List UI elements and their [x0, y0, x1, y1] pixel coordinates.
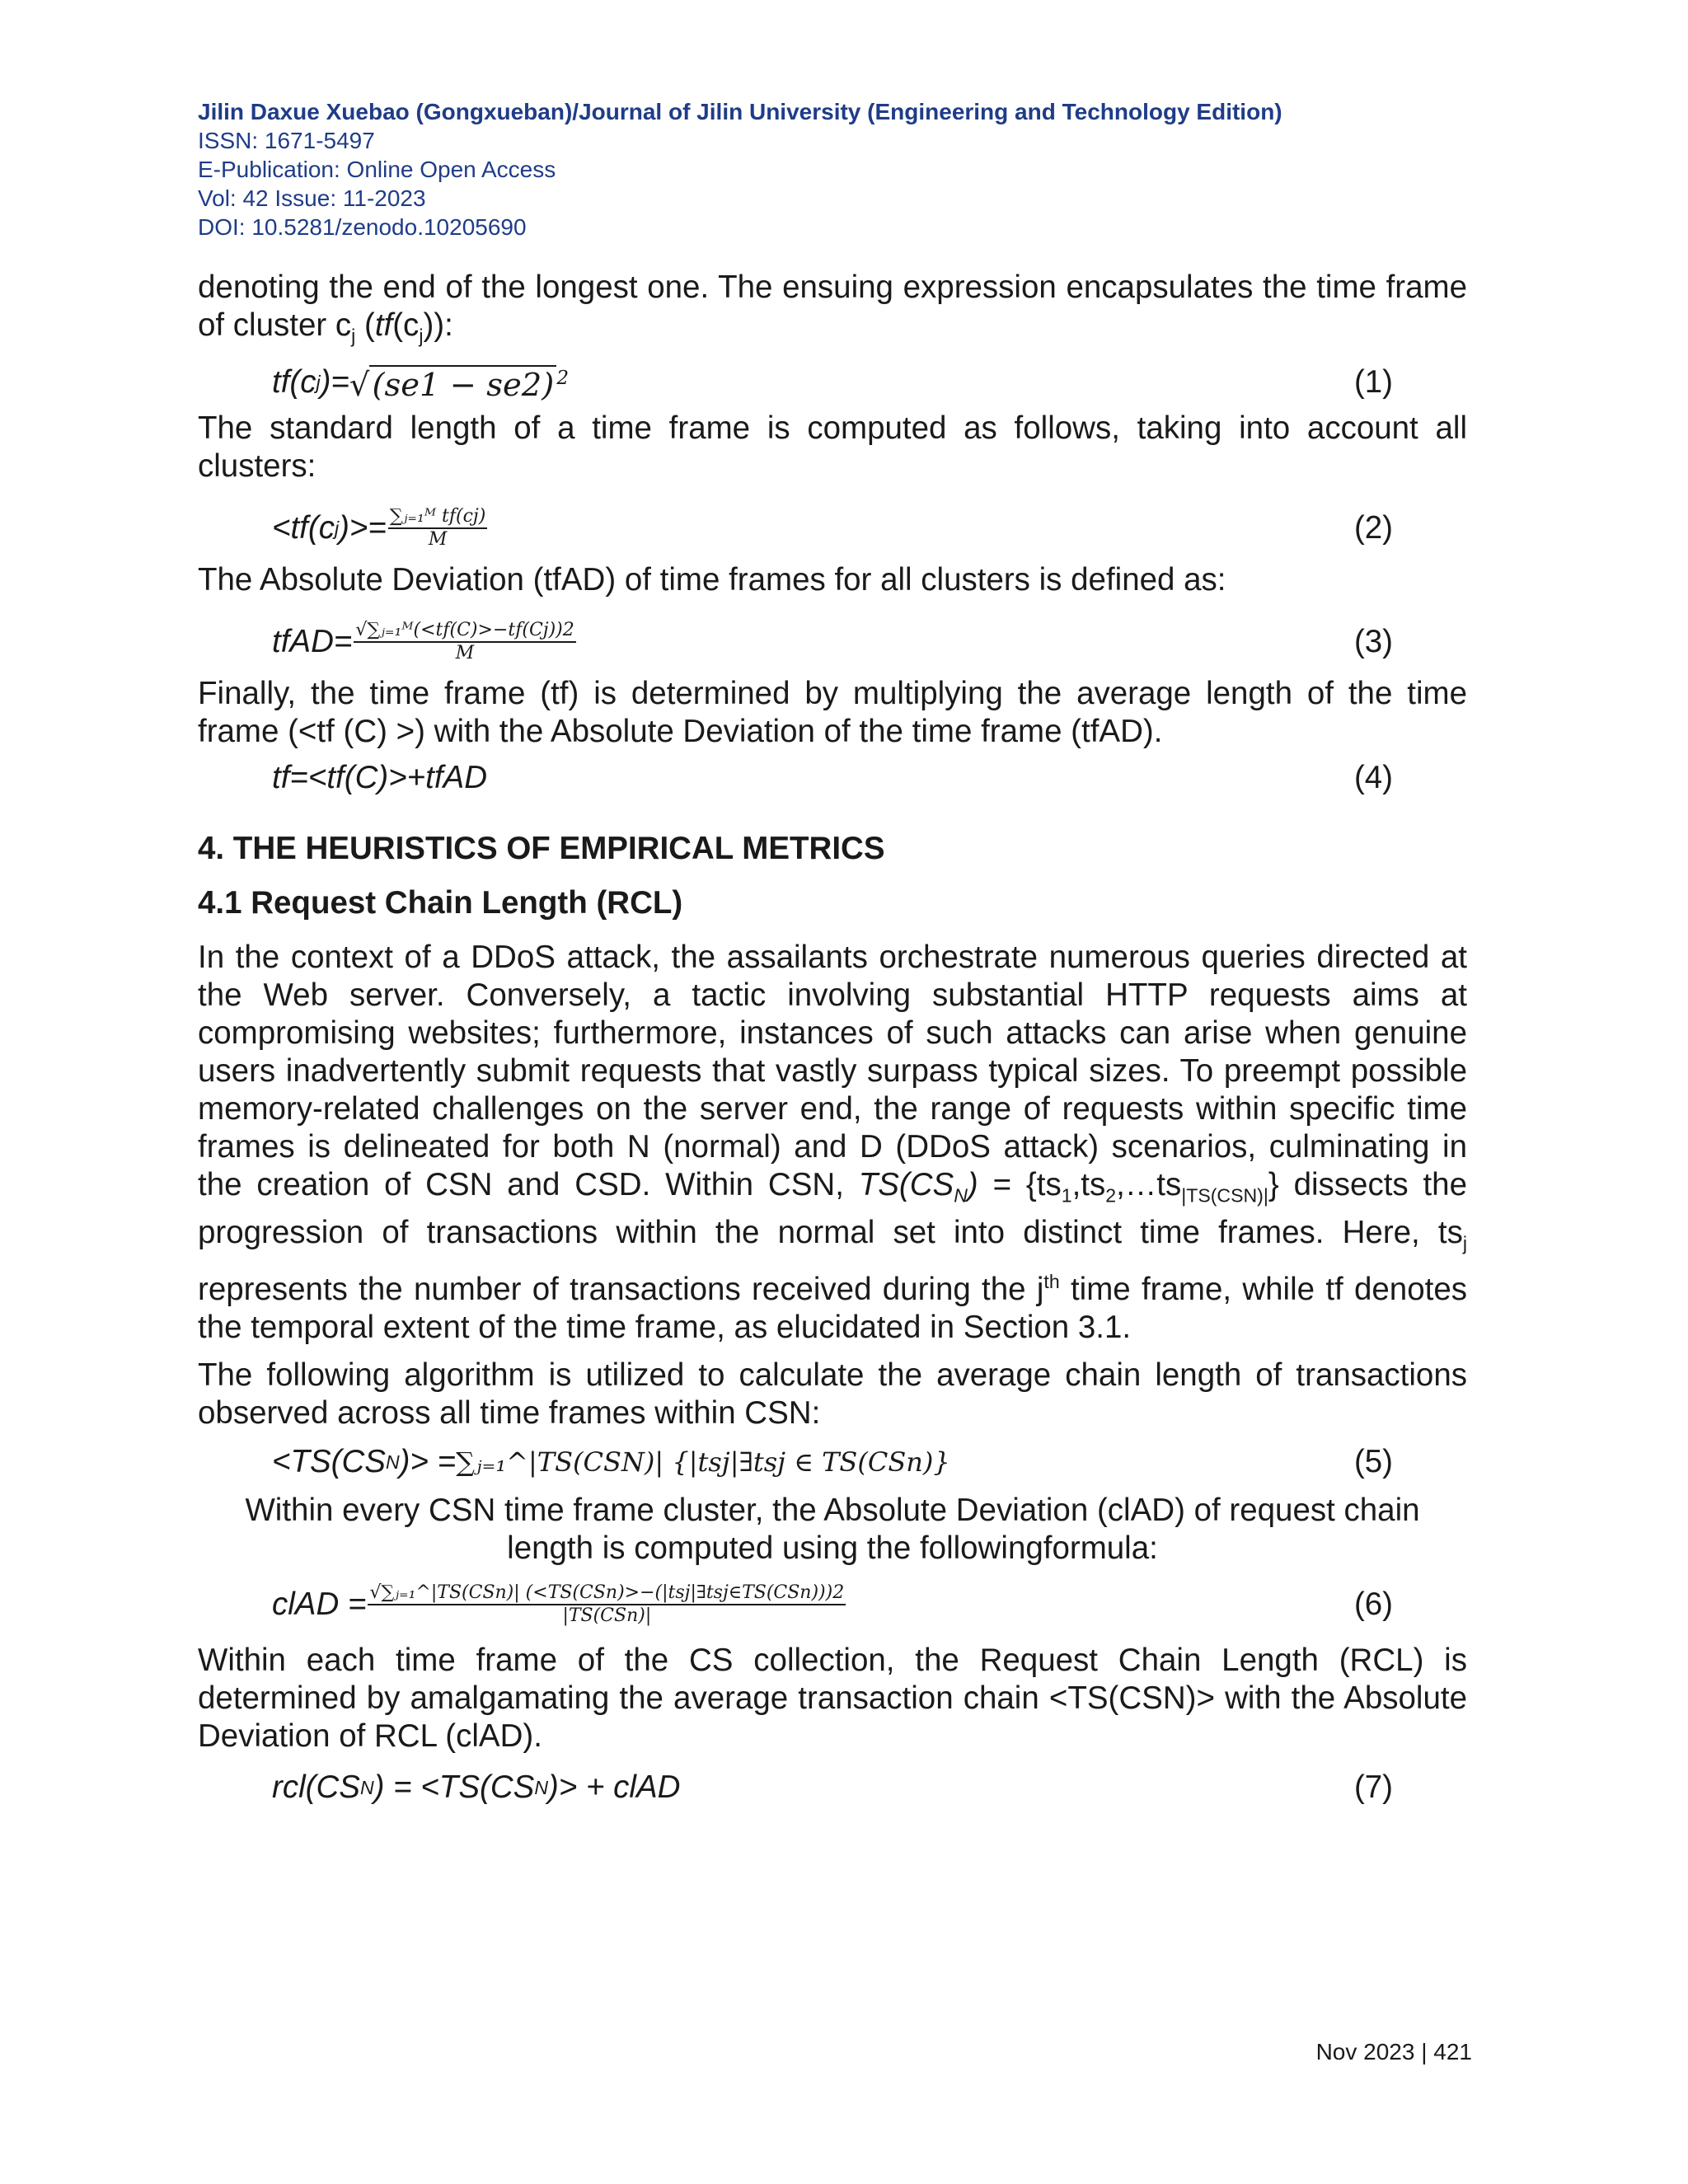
- equation-5: <TS(CS N )> = ∑ⱼ₌₁^|TS(CSN)| {|tsj|∃tsj ∈ TS(CSn)} (5): [272, 1443, 1393, 1479]
- paragraph-algorithm: The following algorithm is utilized to calculate the average chain length of transactions observed across all time frames within CSN:: [198, 1357, 1467, 1431]
- issn: ISSN: 1671-5497: [198, 128, 375, 153]
- journal-header: [198, 97, 1282, 241]
- paragraph-time-frame: Finally, the time frame (tf) is determined by multiplying the average length of the time frame (<tf (C) >) with the Absolute Deviation of the time frame (tfAD).: [198, 675, 1467, 749]
- doi: DOI: 10.5281/zenodo.10205690: [198, 214, 527, 240]
- equation-2: <tf(c j )>= $\frac{\text{∑ⱼ₌₁ᴹ tf(cj)}}{M}$ (2): [272, 505, 1393, 550]
- paragraph-rcl: Within each time frame of the CS collection, the Request Chain Length (RCL) is determined by amalgamating the average transaction chain <TS(CSN)> with the Absolute Deviation of RCL (clAD).: [198, 1642, 1467, 1754]
- equation-number: (3): [1353, 623, 1393, 659]
- paragraph-ddos-context: In the context of a DDoS attack, the assailants orchestrate numerous queries directed at the Web server. Conversely, a tactic involving substantial HTTP requests aims at compromising websites; furthermore, instances of such attacks can arise when genuine users inadvertently submit requests that vastly surpass typical sizes. To preempt possible memory-related challenges on the server end, the range of requests within specific time frames is delineated for both N (normal) and D (DDoS attack) scenarios, culminating in the creation of CSN and CSD. Within CSN, $TS(CS_N)$ = $\{ts_1,ts_2,\dots ts_{|TS(CSN)|}\}$ dissects the progression of transactions within the normal set into distinct time frames. Here, $ts_j$ represents the number of transactions received during the $j^{th}$ time frame, while tf denotes the temporal extent of the time frame, as elucidated in Section 3.1.: [198, 939, 1467, 1345]
- equation-6: clAD = $\frac{\text{√∑ⱼ₌₁\textasciicircum{}|TS(CSn)| (<TS(CSn)>−(|tsj|∃tsj∈TS(CSn)))2}}{\text{|TS(CSn)|}}$ (6): [272, 1582, 1393, 1626]
- paragraph-intro: denoting the end of the longest one. The ensuing expression encapsulates the time frame of cluster $c_j$ $(tf(c_j))$:: [198, 269, 1467, 347]
- paragraph-standard-length: The standard length of a time frame is computed as follows, taking into account all clusters:: [198, 410, 1467, 484]
- equation-7: rcl(CS N ) = <TS(CS N )> + clAD (7): [272, 1769, 1393, 1805]
- journal-title: Jilin Daxue Xuebao (Gongxueban)/Journal of Jilin University (Engineering and Technology Edition): [198, 99, 1282, 124]
- paragraph-clad: Within every CSN time frame cluster, the Absolute Deviation (clAD) of request chain length is computed using the followingformula:: [245, 1492, 1420, 1566]
- equation-number: (6): [1353, 1586, 1393, 1622]
- section-heading: 4. THE HEURISTICS OF EMPIRICAL METRICS: [198, 830, 885, 866]
- equation-1: tf(c j )= √(se1 − se2) $^2$ (1): [272, 363, 1393, 405]
- equation-3: tfAD= $\frac{\text{√∑ⱼ₌₁ᴹ(<tf(C)>−tf(Cj))2}}{M}$ (3): [272, 619, 1393, 663]
- page-footer: Nov 2023 | 421: [1315, 2039, 1472, 2064]
- publication-type: E-Publication: Online Open Access: [198, 157, 556, 182]
- volume-issue: Vol: 42 Issue: 11-2023: [198, 185, 426, 211]
- equation-number: (2): [1353, 509, 1393, 546]
- equation-4: tf=<tf(C)>+tfAD (4): [272, 759, 1393, 795]
- equation-number: (1): [1353, 363, 1393, 400]
- subsection-heading: 4.1 Request Chain Length (RCL): [198, 884, 683, 921]
- page-body: [198, 269, 1467, 1815]
- paragraph-absolute-deviation: The Absolute Deviation (tfAD) of time frames for all clusters is defined as:: [198, 561, 1226, 598]
- equation-number: (4): [1353, 759, 1393, 795]
- equation-number: (7): [1353, 1769, 1393, 1805]
- equation-number: (5): [1353, 1443, 1393, 1479]
